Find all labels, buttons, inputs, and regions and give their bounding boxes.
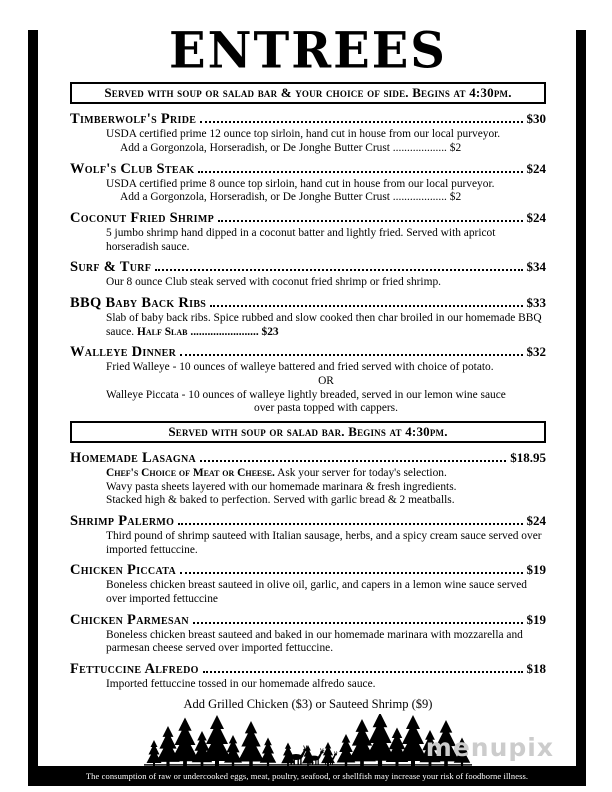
dotted-leader bbox=[200, 460, 506, 462]
menu-item-description: Third pound of shrimp sauteed with Italian sausage, herbs, and a spicy cream sauce served over imported fettuccine. bbox=[106, 529, 542, 556]
pine-tree-icon bbox=[348, 719, 376, 769]
lasagna-lead-line bbox=[106, 467, 546, 481]
menu-item-header bbox=[70, 661, 546, 678]
dotted-leader bbox=[200, 121, 522, 123]
menu-item-description bbox=[106, 467, 546, 508]
pine-tree-icon bbox=[156, 726, 179, 768]
lasagna-description-line-3: Stacked high & baked to perfection. Served with garlic bread & 2 meatballs. bbox=[106, 494, 455, 507]
walleye-piccata-line: Walleye Piccata - 10 ounces of walleye lightly breaded, served in our lemon wine sauce bbox=[106, 388, 506, 401]
menu-item-price: $18 bbox=[526, 660, 546, 676]
menu-item-price: $30 bbox=[526, 111, 546, 127]
menu-item-name: Chicken Piccata bbox=[70, 562, 176, 579]
menu-content bbox=[56, 21, 560, 775]
menu-item-name: Fettuccine Alfredo bbox=[70, 660, 199, 677]
dotted-leader bbox=[180, 572, 523, 574]
lasagna-lead-rest: Ask your server for today's selection. bbox=[274, 466, 447, 479]
menu-item-fettuccine-alfredo bbox=[70, 661, 546, 692]
menu-item-header bbox=[70, 259, 546, 276]
menu-item-name: Timberwolf's Pride bbox=[70, 111, 197, 128]
dotted-leader bbox=[180, 354, 522, 356]
menu-item-description-text: Slab of baby back ribs. Spice rubbed and slow cooked then char broiled in our homemade BBQ sauce. bbox=[106, 311, 542, 338]
menu-item-addon: Add a Gorgonzola, Horseradish, or De Jonghe Butter Crust ................... $2 bbox=[120, 142, 462, 155]
or-label: OR bbox=[318, 374, 334, 387]
menu-item-price: $32 bbox=[526, 344, 546, 360]
menu-item-name: Homemade Lasagna bbox=[70, 449, 197, 466]
section-banner: Served with soup or salad bar & your choice of side. Begins at 4:30pm. bbox=[70, 82, 546, 104]
menu-item-timberwolfs-pride bbox=[70, 111, 546, 155]
page-title: ENTREES bbox=[169, 21, 447, 81]
menu-item-description: USDA certified prime 8 ounce top sirloin, hand cut in house from our local purveyor. bbox=[106, 177, 495, 190]
menu-item-chicken-parmesan bbox=[70, 612, 546, 656]
menu-item-chicken-piccata bbox=[70, 562, 546, 606]
menu-item-header bbox=[70, 450, 546, 467]
menu-item-price: $33 bbox=[526, 294, 546, 310]
menu-item-description: 5 jumbo shrimp hand dipped in a coconut batter and lightly fried. Served with apricot horseradish sauce. bbox=[106, 226, 496, 253]
page-border-right bbox=[576, 30, 586, 786]
menu-item-wolfs-club-steak bbox=[70, 161, 546, 205]
menu-item-name: Walleye Dinner bbox=[70, 344, 177, 361]
menu-item-name: Wolf's Club Steak bbox=[70, 160, 195, 177]
menu-item-price: $24 bbox=[526, 160, 546, 176]
menu-item-header bbox=[70, 612, 546, 629]
forest-trees-group bbox=[144, 714, 472, 769]
menu-section-entrees-with-side bbox=[56, 82, 560, 416]
menu-section-entrees-no-side bbox=[56, 421, 560, 692]
chefs-choice-label: Chef's Choice of Meat or Cheese. bbox=[106, 466, 275, 479]
half-slab-option: Half Slab ........................ $23 bbox=[137, 325, 279, 338]
dotted-leader bbox=[218, 220, 523, 222]
menu-item-header bbox=[70, 210, 546, 227]
menu-item-price: $24 bbox=[526, 512, 546, 528]
menu-item-coconut-fried-shrimp bbox=[70, 210, 546, 254]
walleye-piccata-line-2: over pasta topped with cappers. bbox=[254, 402, 398, 415]
menu-item-header bbox=[70, 111, 546, 128]
menu-item-shrimp-palermo bbox=[70, 513, 546, 557]
pine-tree-icon bbox=[337, 734, 356, 767]
menu-item-name: Surf & Turf bbox=[70, 259, 152, 276]
menu-item-name: Shrimp Palermo bbox=[70, 512, 175, 529]
page-border-left bbox=[28, 30, 38, 786]
section-banner: Served with soup or salad bar. Begins at 4:30pm. bbox=[70, 421, 546, 443]
menu-item-surf-and-turf bbox=[70, 259, 546, 290]
dotted-leader bbox=[155, 269, 522, 271]
menu-item-homemade-lasagna bbox=[70, 450, 546, 508]
menu-item-description bbox=[106, 312, 546, 339]
menu-item-description bbox=[106, 361, 546, 416]
dotted-leader bbox=[198, 171, 522, 173]
menu-item-description: Imported fettuccine tossed in our homemade alfredo sauce. bbox=[106, 677, 376, 690]
addons-note: Add Grilled Chicken ($3) or Sauteed Shrimp ($9) bbox=[183, 696, 433, 711]
menu-item-header bbox=[70, 513, 546, 530]
menu-item-price: $34 bbox=[526, 259, 546, 275]
fried-walleye-line: Fried Walleye - 10 ounces of walleye battered and fried served with choice of potato. bbox=[106, 361, 494, 374]
pine-tree-icon bbox=[238, 721, 264, 769]
menu-item-description: Our 8 ounce Club steak served with coconut fried shrimp or fried shrimp. bbox=[106, 276, 441, 289]
menu-item-description: USDA certified prime 12 ounce top sirloin, hand cut in house from our local purveyor. bbox=[106, 128, 501, 141]
menu-item-description: Boneless chicken breast sauteed in olive oil, garlic, and capers in a lemon wine sauce served over imported fettuccine bbox=[106, 579, 527, 605]
pine-tree-icon bbox=[386, 727, 409, 768]
menu-item-bbq-baby-back-ribs bbox=[70, 295, 546, 339]
menu-item-header bbox=[70, 562, 546, 579]
menu-item-addon: Add a Gorgonzola, Horseradish, or De Jonghe Butter Crust ................... $2 bbox=[120, 191, 462, 204]
dotted-leader bbox=[193, 622, 523, 624]
menu-item-price: $18.95 bbox=[510, 449, 546, 465]
menu-item-name: Coconut Fried Shrimp bbox=[70, 210, 214, 227]
dotted-leader bbox=[178, 523, 522, 525]
lasagna-description-line-2: Wavy pasta sheets layered with our homemade marinara & fresh ingredients. bbox=[106, 480, 457, 493]
pine-tree-icon bbox=[260, 737, 277, 767]
menu-item-name: Chicken Parmesan bbox=[70, 611, 189, 628]
dotted-leader bbox=[203, 671, 523, 673]
menu-item-price: $19 bbox=[526, 611, 546, 627]
menu-item-description: Boneless chicken breast sauteed and baked in our homemade marinara with mozzarella and parmesan cheese served over imported fettuccine. bbox=[106, 628, 523, 655]
menupix-watermark: menupix bbox=[425, 733, 554, 762]
pine-tree-icon bbox=[147, 740, 162, 767]
page-border-bottom bbox=[28, 766, 586, 786]
menu-item-header bbox=[70, 161, 546, 178]
menu-item-name: BBQ Baby Back Ribs bbox=[70, 294, 207, 311]
dotted-leader bbox=[210, 305, 522, 307]
menu-item-price: $19 bbox=[526, 562, 546, 578]
menu-item-price: $24 bbox=[526, 210, 546, 226]
menu-item-header bbox=[70, 344, 546, 361]
disclaimer-text: The consumption of raw or undercooked eggs, meat, poultry, seafood, or shellfish may increase your risk of foodborne illness. bbox=[85, 771, 529, 781]
menu-item-header bbox=[70, 295, 546, 312]
menu-item-walleye-dinner bbox=[70, 344, 546, 416]
